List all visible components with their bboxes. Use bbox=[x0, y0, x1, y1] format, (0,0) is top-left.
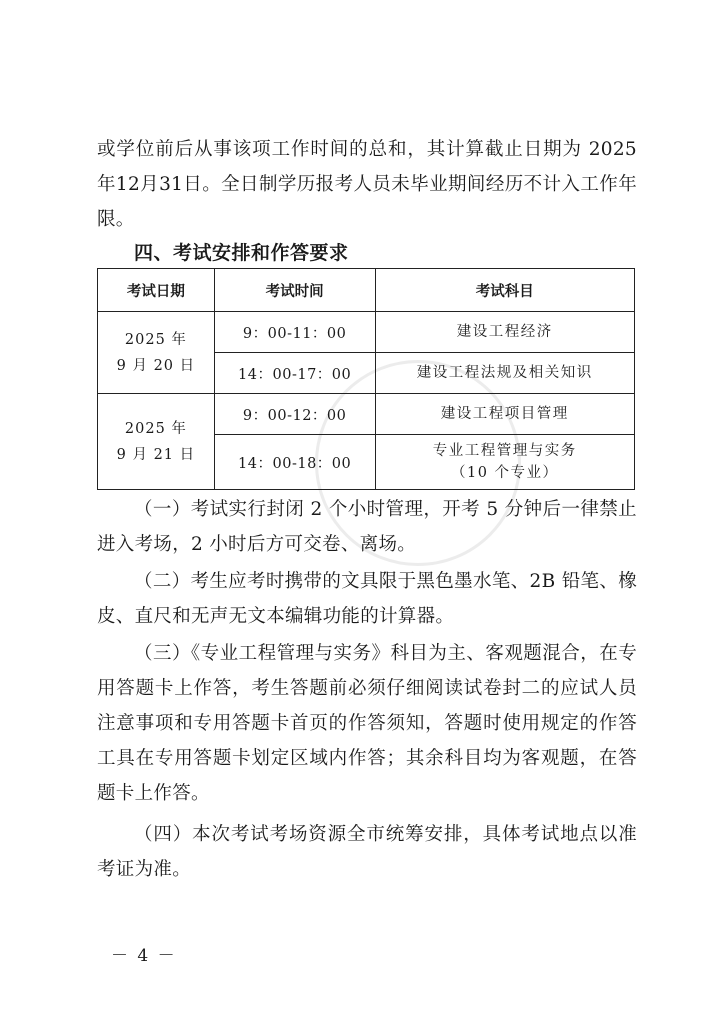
page-number: － 4 － bbox=[111, 946, 177, 966]
subject-name: 建设工程法规及相关知识 bbox=[416, 365, 593, 381]
date-cell bbox=[98, 312, 215, 394]
rule-paragraph-2: （二）考生应考时携带的文具限于黑色墨水笔、2B 铅笔、橡皮、直尺和无声无文本编辑功能的计算器。 bbox=[97, 571, 637, 627]
rule-paragraph-3: （三）《专业工程管理与实务》科目为主、客观题混合，在专用答题卡上作答，考生答题前必须仔细阅读试卷封二的应试人员注意事项和专用答题卡首页的作答须知，答题时使用规定的作答工具在专用答题卡划定区域内作答；其余科目均为客观题，在答题卡上作答。 bbox=[97, 643, 637, 804]
time-cell: 14：00-17：00 bbox=[214, 353, 375, 394]
subject-cell bbox=[375, 435, 635, 490]
header-time: 考试时间 bbox=[214, 269, 375, 312]
date-year: 2025 年 bbox=[124, 420, 187, 437]
time-cell: 9：00-11：00 bbox=[214, 312, 375, 353]
subject-name: 专业工程管理与实务 bbox=[432, 443, 577, 459]
date-day: 9 月 20 日 bbox=[116, 357, 196, 374]
date-cell bbox=[98, 394, 215, 490]
table-header-row bbox=[98, 269, 635, 312]
subject-name: 建设工程经济 bbox=[456, 324, 553, 340]
intro-paragraph: 或学位前后从事该项工作时间的总和，其计算截止日期为 2025年12月31日。全日制学历报考人员未毕业期间经历不计入工作年限。 bbox=[97, 139, 637, 230]
table-row bbox=[98, 312, 635, 353]
date-year: 2025 年 bbox=[124, 331, 187, 348]
section-title: 四、考试安排和作答要求 bbox=[134, 242, 349, 264]
time-cell: 14：00-18：00 bbox=[214, 435, 375, 490]
rule-paragraph-1: （一）考试实行封闭 2 个小时管理，开考 5 分钟后一律禁止进入考场，2 小时后方可交卷、离场。 bbox=[97, 499, 637, 555]
date-day: 9 月 21 日 bbox=[116, 446, 196, 463]
subject-name: 建设工程项目管理 bbox=[440, 406, 569, 422]
rule-paragraph-4: （四）本次考试考场资源全市统筹安排，具体考试地点以准考证为准。 bbox=[97, 824, 637, 880]
header-subject: 考试科目 bbox=[375, 269, 635, 312]
subject-cell bbox=[375, 353, 635, 394]
exam-schedule-table bbox=[97, 268, 635, 490]
subject-cell bbox=[375, 312, 635, 353]
table-row bbox=[98, 394, 635, 435]
subject-note: （10 个专业） bbox=[450, 465, 559, 481]
subject-cell bbox=[375, 394, 635, 435]
header-date: 考试日期 bbox=[98, 269, 215, 312]
time-cell: 9：00-12：00 bbox=[214, 394, 375, 435]
